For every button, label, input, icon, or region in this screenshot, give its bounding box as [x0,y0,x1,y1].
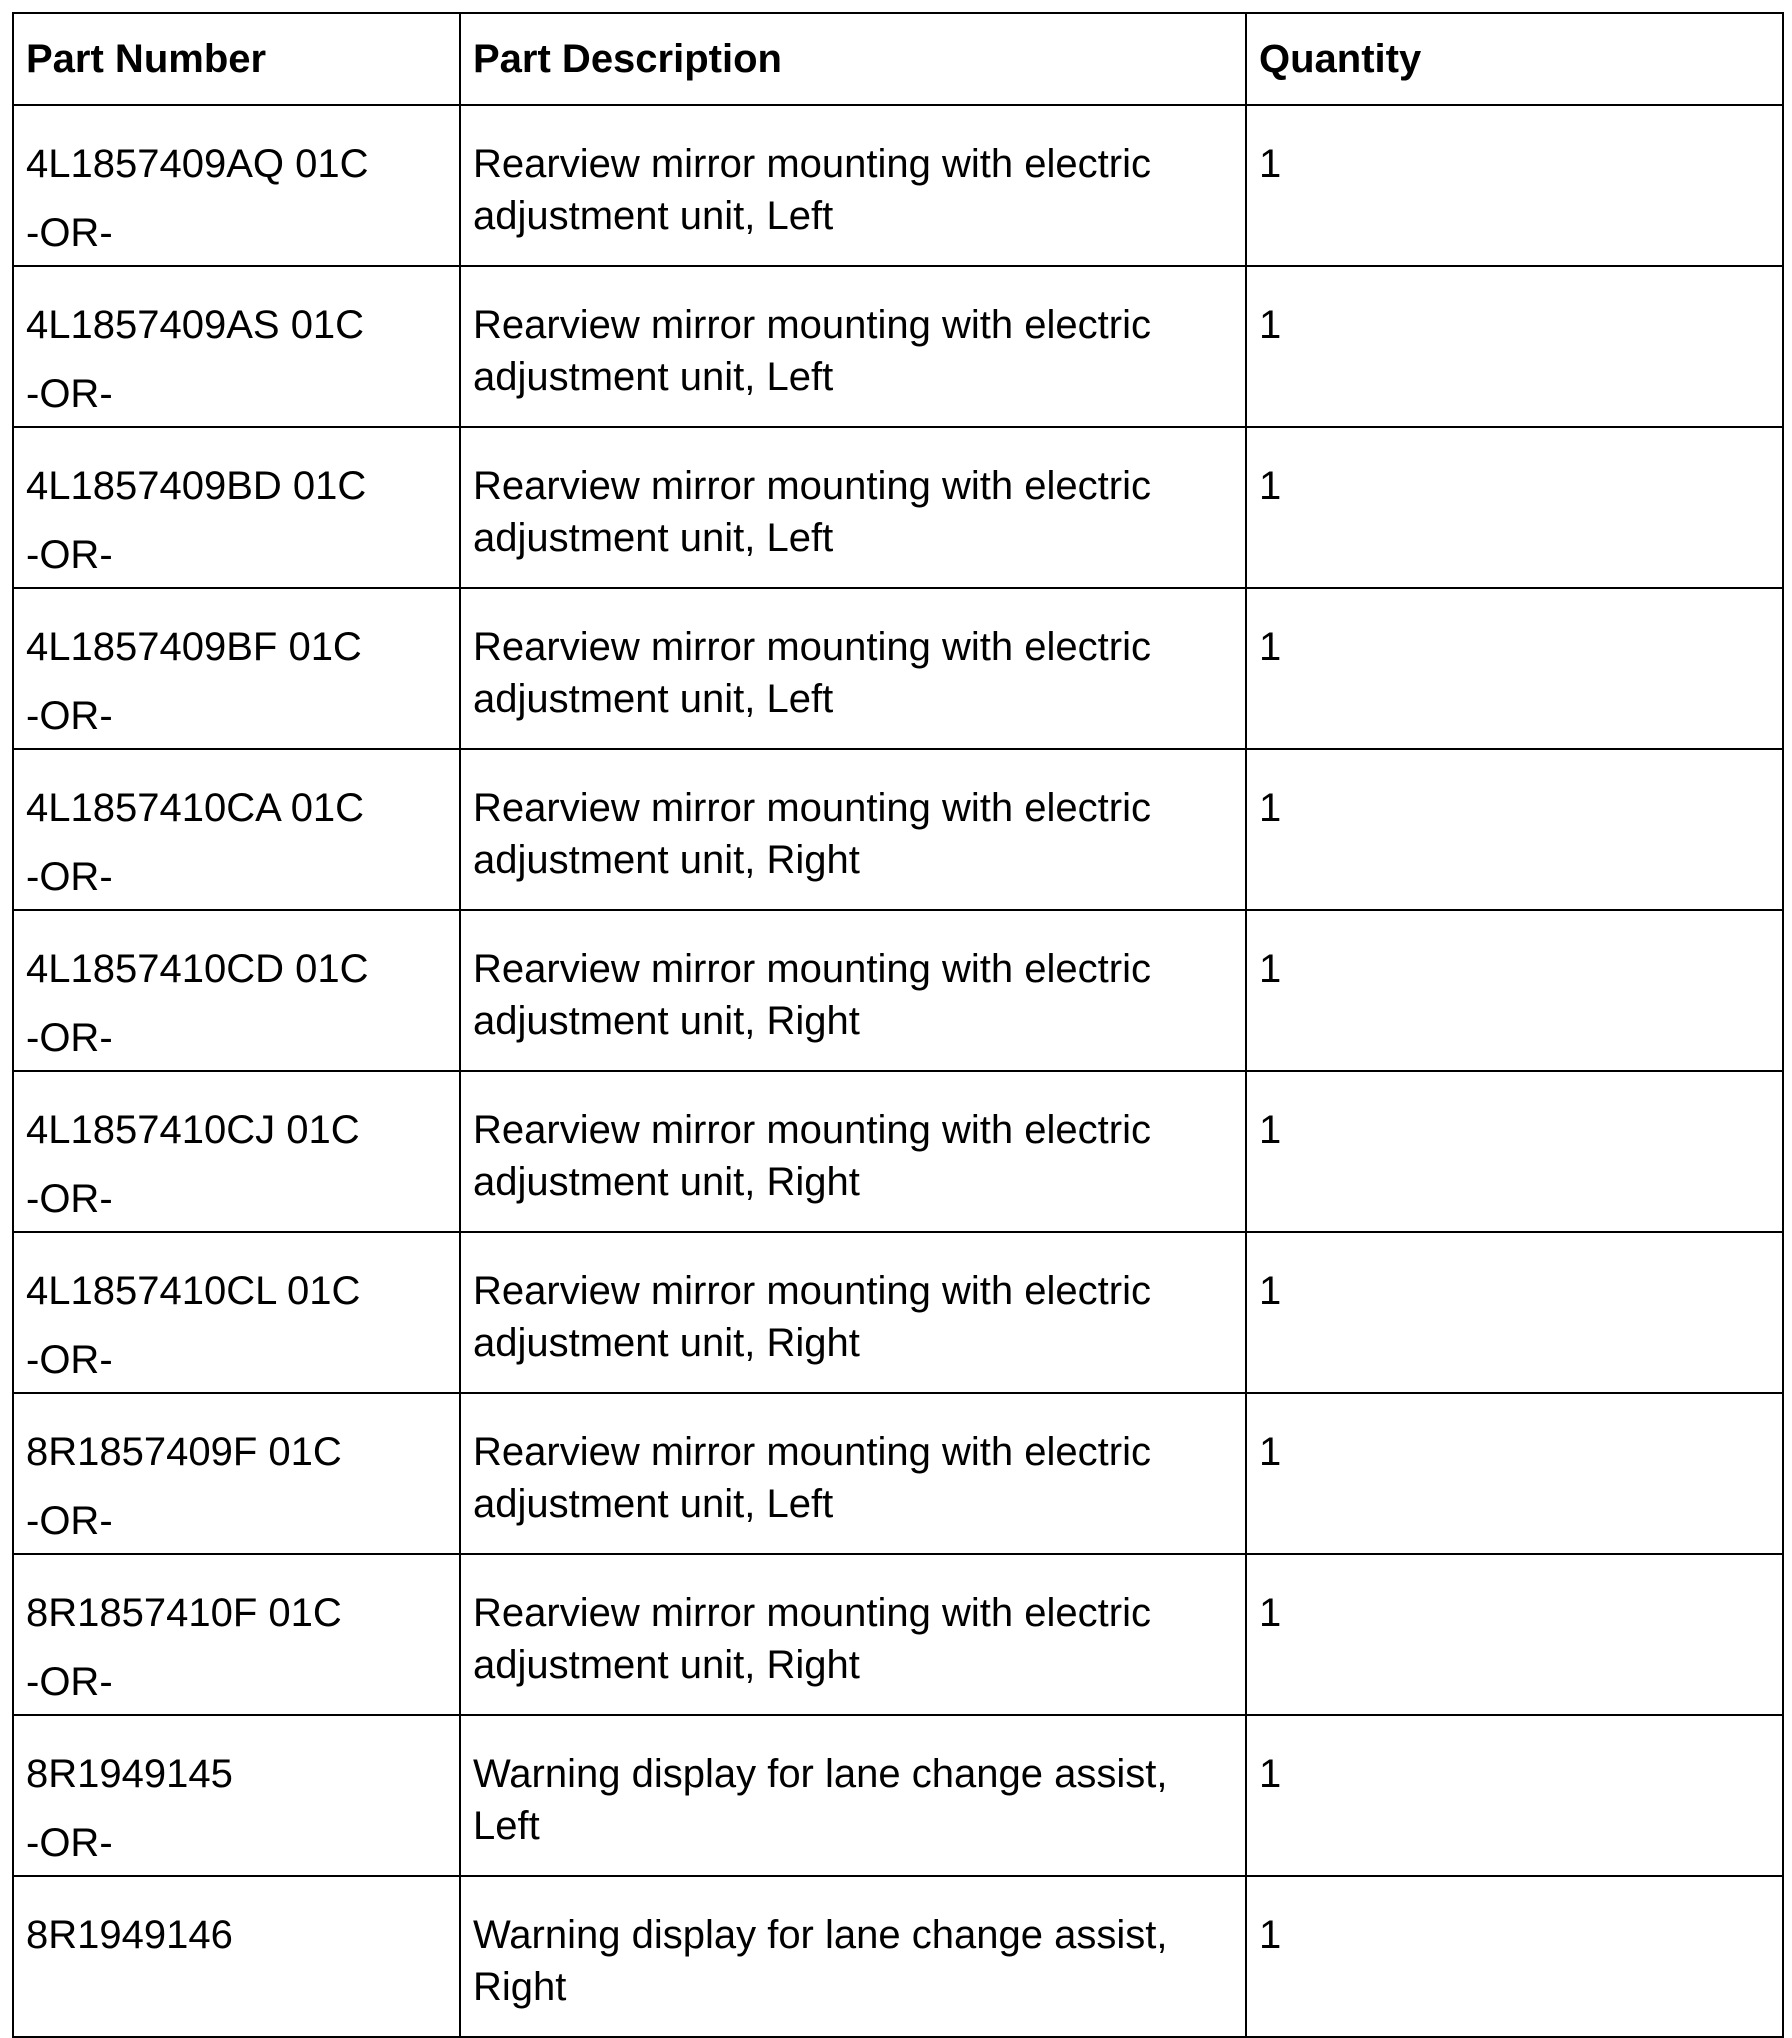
part-number-cell [13,1715,460,1876]
or-separator: -OR- [26,855,113,899]
or-separator: -OR- [26,1499,113,1543]
table-body [13,105,1783,2037]
quantity: 1 [1246,1393,1783,1554]
part-description: Rearview mirror mounting with electric adjustment unit, Right [460,1232,1246,1393]
quantity: 1 [1246,749,1783,910]
part-number-cell [13,105,460,266]
quantity: 1 [1246,105,1783,266]
part-number: 4L1857410CA 01C [26,786,365,830]
table-row [13,588,1783,749]
table-row [13,1393,1783,1554]
table-row [13,1554,1783,1715]
quantity: 1 [1246,588,1783,749]
table-row [13,427,1783,588]
part-description: Rearview mirror mounting with electric adjustment unit, Right [460,1071,1246,1232]
table-header [13,13,1783,105]
or-separator: -OR- [26,1660,113,1704]
part-description: Warning display for lane change assist, Right [460,1876,1246,2037]
header-row [13,13,1783,105]
part-number: 8R1949145 [26,1752,233,1796]
header-part-number: Part Number [13,13,460,105]
header-quantity: Quantity [1246,13,1783,105]
or-separator: -OR- [26,1016,113,1060]
table-row [13,266,1783,427]
table-row [13,1071,1783,1232]
table-row [13,1715,1783,1876]
part-number-cell [13,910,460,1071]
part-number-cell [13,1393,460,1554]
part-number: 8R1857410F 01C [26,1591,342,1635]
part-number: 4L1857410CL 01C [26,1269,361,1313]
part-description: Rearview mirror mounting with electric adjustment unit, Left [460,588,1246,749]
table-row [13,1876,1783,2037]
part-number: 8R1949146 [26,1913,233,1957]
table-row [13,1232,1783,1393]
part-number: 4L1857409AS 01C [26,303,365,347]
part-number: 4L1857409BF 01C [26,625,362,669]
part-description: Rearview mirror mounting with electric adjustment unit, Right [460,1554,1246,1715]
part-number-cell [13,588,460,749]
part-number-cell [13,749,460,910]
or-separator: -OR- [26,1177,113,1221]
parts-table [12,12,1784,2038]
part-number: 4L1857410CD 01C [26,947,369,991]
part-description: Warning display for lane change assist, Left [460,1715,1246,1876]
quantity: 1 [1246,910,1783,1071]
quantity: 1 [1246,266,1783,427]
part-number-cell [13,1554,460,1715]
quantity: 1 [1246,427,1783,588]
or-separator: -OR- [26,1821,113,1865]
table-row [13,910,1783,1071]
or-separator: -OR- [26,211,113,255]
or-separator: -OR- [26,694,113,738]
table-row [13,105,1783,266]
part-description: Rearview mirror mounting with electric adjustment unit, Left [460,427,1246,588]
or-separator: -OR- [26,372,113,416]
or-separator: -OR- [26,1338,113,1382]
quantity: 1 [1246,1232,1783,1393]
part-description: Rearview mirror mounting with electric adjustment unit, Left [460,266,1246,427]
or-separator: -OR- [26,533,113,577]
part-number-cell [13,266,460,427]
part-description: Rearview mirror mounting with electric adjustment unit, Left [460,1393,1246,1554]
quantity: 1 [1246,1554,1783,1715]
quantity: 1 [1246,1876,1783,2037]
quantity: 1 [1246,1071,1783,1232]
part-number: 4L1857409AQ 01C [26,142,369,186]
part-description: Rearview mirror mounting with electric adjustment unit, Right [460,910,1246,1071]
part-number-cell [13,1876,460,2037]
part-description: Rearview mirror mounting with electric adjustment unit, Left [460,105,1246,266]
part-number-cell [13,1232,460,1393]
part-number: 4L1857409BD 01C [26,464,367,508]
header-part-description: Part Description [460,13,1246,105]
table-row [13,749,1783,910]
part-number: 4L1857410CJ 01C [26,1108,360,1152]
quantity: 1 [1246,1715,1783,1876]
part-number: 8R1857409F 01C [26,1430,342,1474]
part-description: Rearview mirror mounting with electric adjustment unit, Right [460,749,1246,910]
part-number-cell [13,427,460,588]
part-number-cell [13,1071,460,1232]
